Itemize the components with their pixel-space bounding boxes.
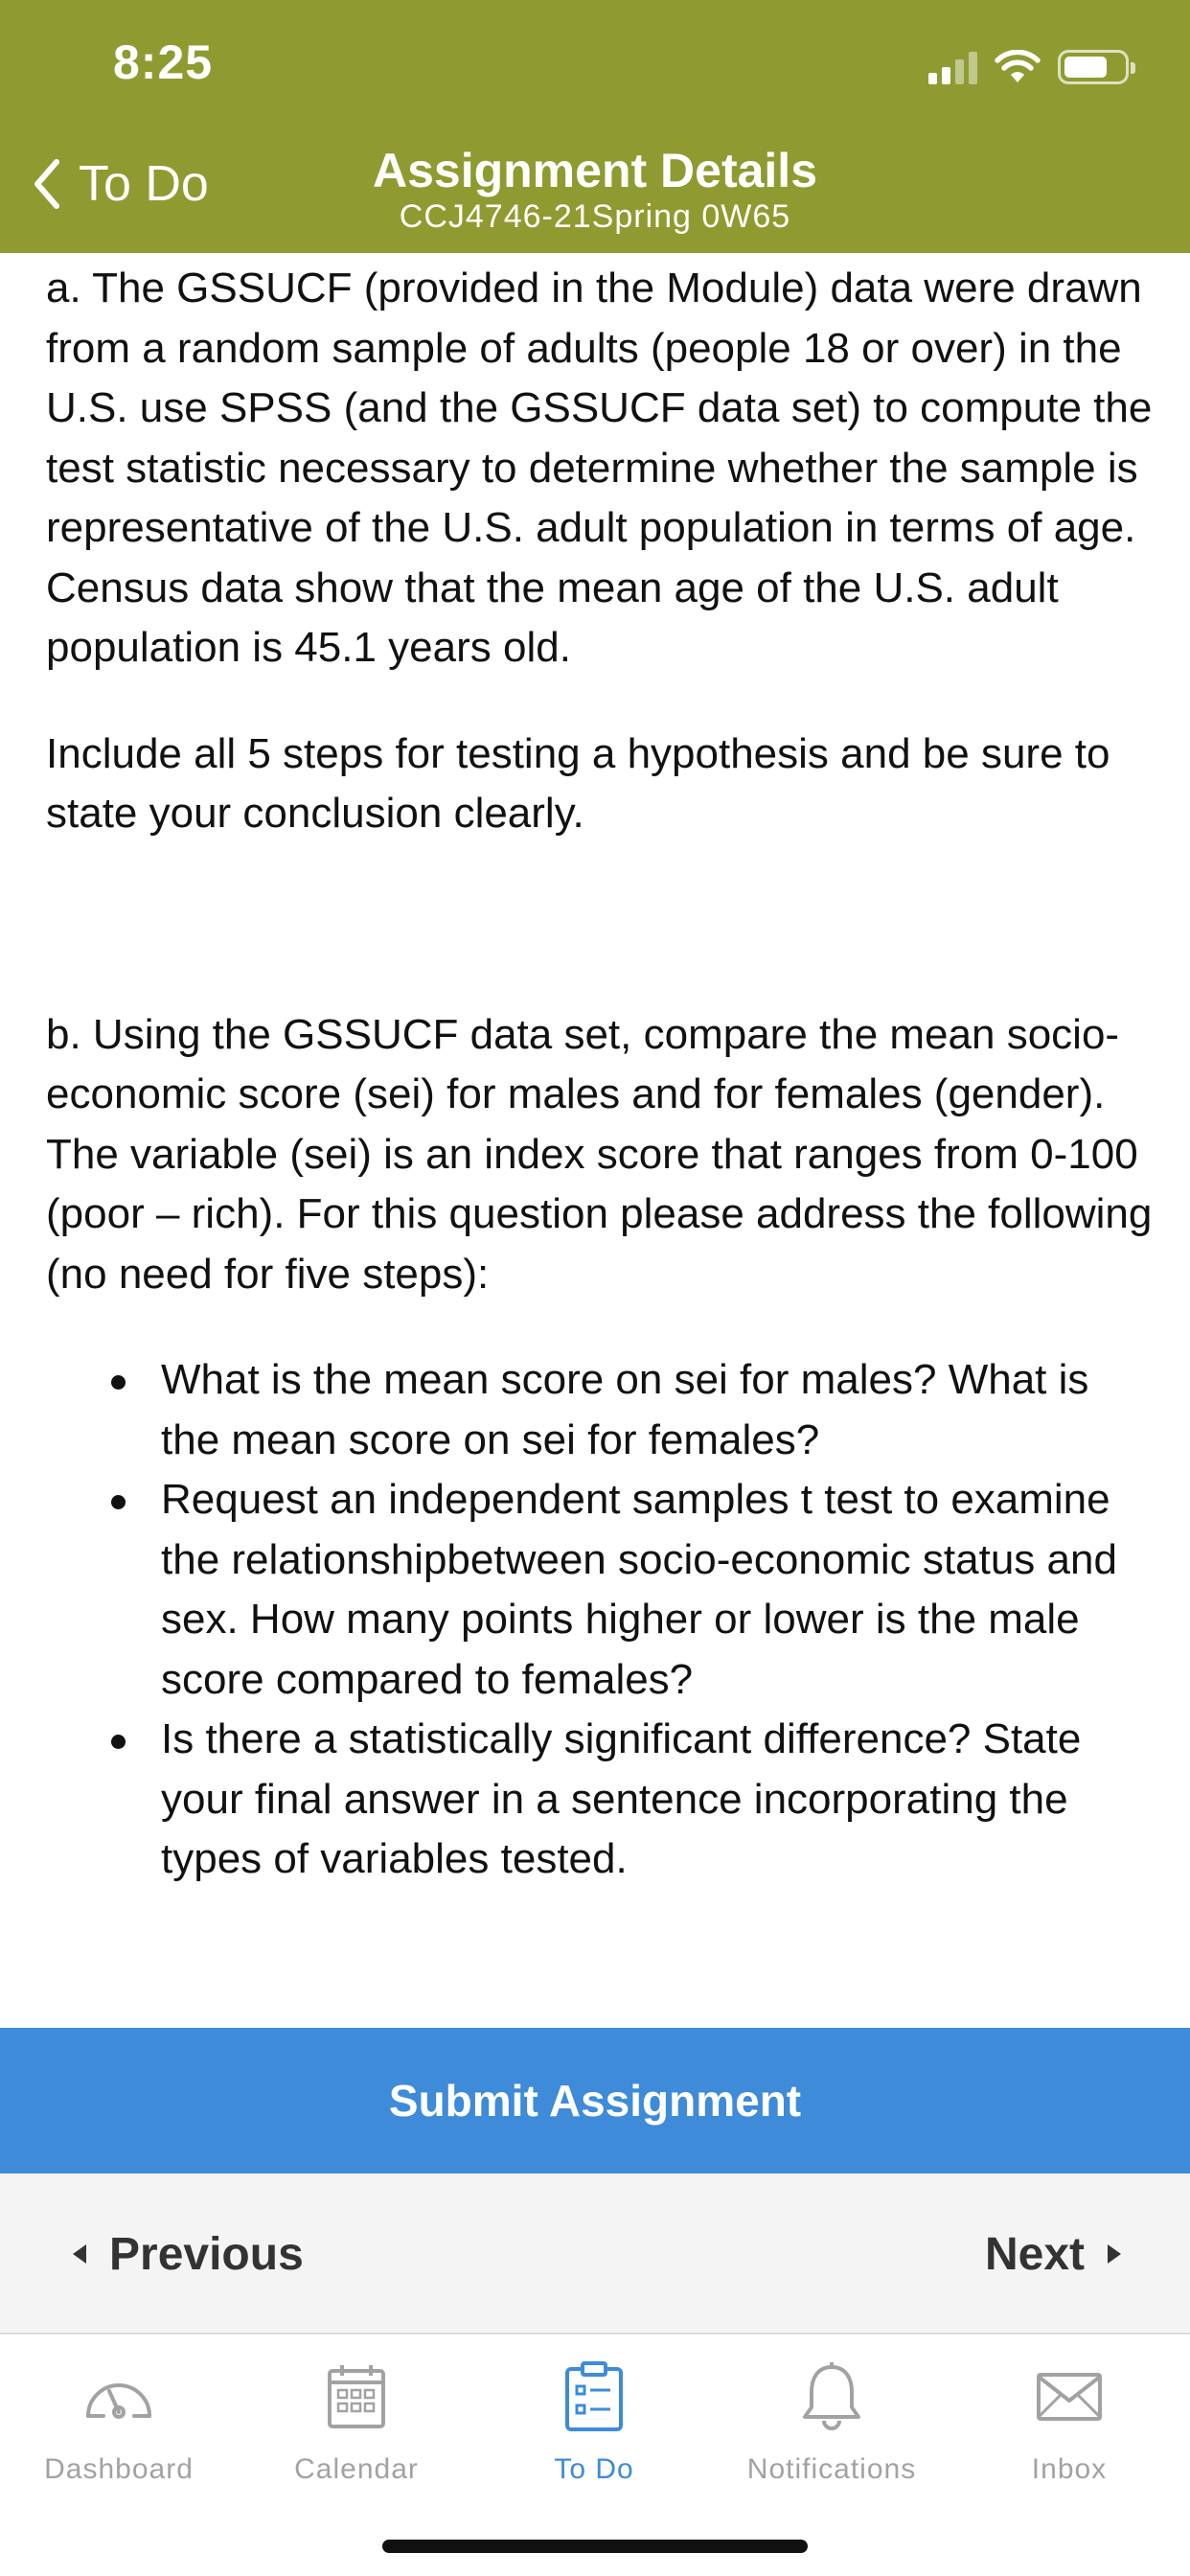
bullet-icon xyxy=(111,1735,126,1749)
bell-icon xyxy=(713,2354,950,2440)
assignment-body xyxy=(46,259,1157,1890)
triangle-left-icon xyxy=(71,2242,88,2266)
cellular-signal-icon xyxy=(928,50,977,84)
part-a-text: a. The GSSUCF (provided in the Module) data were drawn from a random sample of adults (people 18 or over) in the U.S. use SPSS (and the GSSUCF data set) to compute the test statistic necessary to determine whether the sample is representative of the U.S. adult population in terms of age. Census data show that the mean age of the U.S. adult population is 45.1 years old. xyxy=(46,264,1153,671)
list-item: Request an independent samples t test to examine the relationshipbetween socio-economic status and sex. How many points higher or lower is the male score compared to females? xyxy=(46,1470,1157,1710)
bullet-icon xyxy=(111,1375,126,1390)
tab-label: Inbox xyxy=(1031,2453,1108,2485)
page-title: Assignment Details xyxy=(372,144,817,197)
next-label: Next xyxy=(984,2228,1085,2280)
tab-dashboard[interactable] xyxy=(0,2354,238,2486)
list-item: What is the mean score on sei for males? What is the mean score on sei for females? xyxy=(46,1350,1157,1470)
nav-titles xyxy=(0,144,1190,236)
tab-notifications[interactable] xyxy=(713,2354,950,2486)
submit-assignment-button[interactable]: Submit Assignment xyxy=(0,2028,1190,2174)
list-item: Is there a statistically significant difference? State your final answer in a sentence incorporating the types of variables tested. xyxy=(46,1710,1157,1890)
question-list xyxy=(46,1350,1157,1890)
tab-calendar[interactable] xyxy=(238,2354,475,2486)
triangle-right-icon xyxy=(1106,2242,1123,2266)
calendar-icon xyxy=(238,2354,475,2440)
battery-icon xyxy=(1058,50,1129,84)
part-b-text: b. Using the GSSUCF data set, compare the mean socio-economic score (sei) for males and for females (gender). The variable (sei) is an index score that ranges from 0-100 (poor – rich). For this question please address the following (no need for five steps): xyxy=(46,1010,1153,1298)
tab-todo[interactable] xyxy=(475,2354,713,2486)
tab-label: Dashboard xyxy=(44,2453,194,2485)
status-time: 8:25 xyxy=(113,35,214,89)
next-button[interactable] xyxy=(985,2174,1123,2334)
tab-label: To Do xyxy=(554,2453,634,2485)
bullet-icon xyxy=(111,1495,126,1509)
pager xyxy=(0,2174,1190,2334)
tab-label: Notifications xyxy=(746,2453,917,2485)
app-header xyxy=(0,0,1190,253)
home-indicator[interactable] xyxy=(382,2540,808,2553)
tab-inbox[interactable] xyxy=(950,2354,1188,2486)
previous-label: Previous xyxy=(109,2228,304,2280)
envelope-icon xyxy=(950,2354,1188,2440)
course-code: CCJ4746-21Spring 0W65 xyxy=(399,198,791,235)
previous-button[interactable] xyxy=(71,2174,304,2334)
wifi-icon xyxy=(995,50,1041,84)
dashboard-gauge-icon xyxy=(0,2354,238,2440)
clipboard-icon xyxy=(475,2354,713,2440)
tab-label: Calendar xyxy=(294,2453,419,2485)
status-icons xyxy=(928,42,1129,84)
back-button-label: To Do xyxy=(79,156,209,212)
part-a-instructions: Include all 5 steps for testing a hypothesis and be sure to state your conclusion clearly. xyxy=(46,729,1110,837)
